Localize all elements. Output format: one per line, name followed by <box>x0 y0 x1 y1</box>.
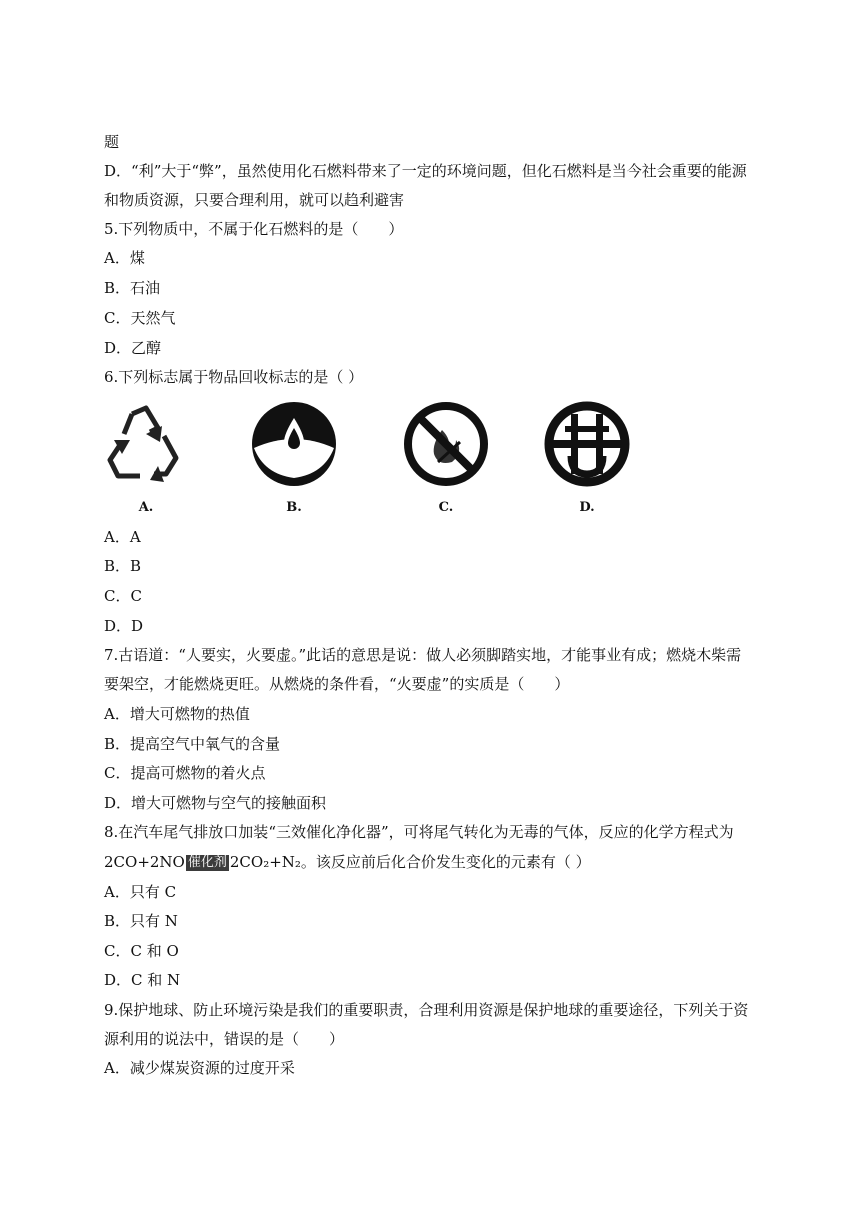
option-a: A．煤 <box>104 249 145 267</box>
question-7-cont: 要架空，才能燃烧更旺。从燃烧的条件看，“火要虚”的实质是（ ） <box>104 675 570 693</box>
text-line: D．“利”大于“弊”，虽然使用化石燃料带来了一定的环境问题，但化石燃料是当今社会重要的能源 <box>104 162 747 180</box>
option-b: B．石油 <box>104 279 161 297</box>
option-c: C．C <box>104 587 142 605</box>
icon-label-b: B. <box>286 500 302 515</box>
catalyst-label: 催化剂 <box>187 855 227 870</box>
energy-saving-icon <box>543 400 631 488</box>
option-b: B．提高空气中氧气的含量 <box>104 735 281 753</box>
option-b: B．只有 N <box>104 912 178 930</box>
option-b: B．B <box>104 557 142 575</box>
option-c: C．提高可燃物的着火点 <box>104 764 266 782</box>
option-a: A．A <box>104 528 141 546</box>
option-c: C．天然气 <box>104 309 176 327</box>
question-6: 6.下列标志属于物品回收标志的是（ ） <box>104 368 364 386</box>
water-saving-icon <box>250 400 338 488</box>
option-a: A．减少煤炭资源的过度开采 <box>104 1059 295 1077</box>
no-fire-icon <box>402 400 490 488</box>
text-line: 和物质资源，只要合理利用，就可以趋利避害 <box>104 191 405 209</box>
option-d: D．C 和 N <box>104 971 181 989</box>
text-line: 题 <box>104 133 120 151</box>
recycle-icon <box>102 400 190 488</box>
option-c: C．C 和 O <box>104 942 179 960</box>
question-5: 5.下列物质中，不属于化石燃料的是（ ） <box>104 220 404 238</box>
equation-reactants: 2CO+2NO <box>104 853 185 871</box>
option-a: A．只有 C <box>104 883 177 901</box>
option-d: D．乙醇 <box>104 339 162 357</box>
icon-label-c: C. <box>438 500 454 515</box>
symbol-figure <box>100 400 660 525</box>
question-8: 8.在汽车尾气排放口加装“三效催化净化器”，可将尾气转化为无毒的气体，反应的化学方程式为 <box>104 823 734 841</box>
icon-label-d: D. <box>579 500 595 515</box>
icon-label-a: A. <box>138 500 154 515</box>
option-a: A．增大可燃物的热值 <box>104 705 250 723</box>
question-9-cont: 源利用的说法中，错误的是（ ） <box>104 1030 345 1048</box>
question-9: 9.保护地球、防止环境污染是我们的重要职责，合理利用资源是保护地球的重要途径，下列关于资 <box>104 1001 749 1019</box>
option-d: D．D <box>104 617 144 635</box>
question-7: 7.古语道：“人要实，火要虚。”此话的意思是说：做人必须脚踏实地，才能事业有成；燃烧木柴需 <box>104 646 742 664</box>
equation-products: 2CO₂+N₂。该反应前后化合价发生变化的元素有（ ） <box>229 853 591 871</box>
option-d: D．增大可燃物与空气的接触面积 <box>104 794 327 812</box>
equation-line <box>104 852 591 872</box>
